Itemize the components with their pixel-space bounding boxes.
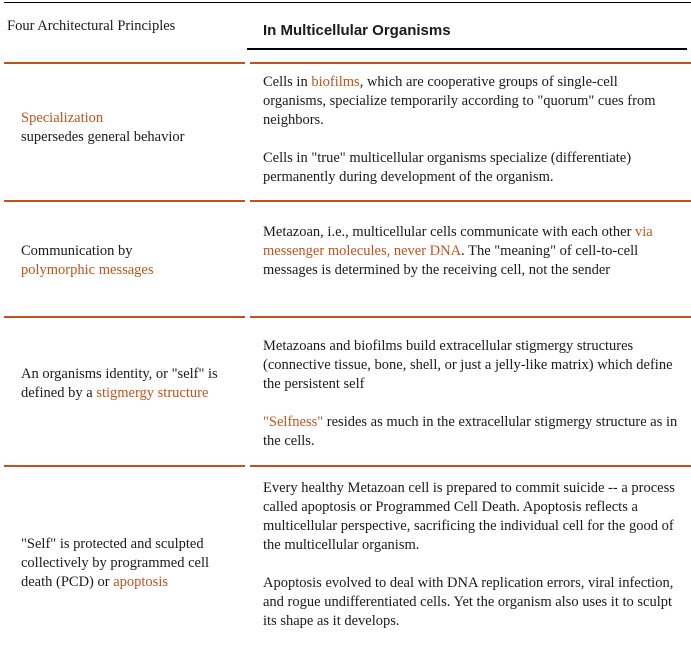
row-2-description [263, 223, 683, 280]
row-1-text: supersedes general behavior [21, 129, 185, 145]
row-4-paragraph-1: Every healthy Metazoan cell is prepared to commit suicide -- a process called apoptosis or Programmed Cell Death. Apoptosis reflects a multicellular perspective, sacrificing the individual cell for the good of the multicellular organism. [263, 480, 675, 553]
header-right: In Multicellular Organisms [263, 22, 451, 39]
row-1-link-biofilms: biofilms [311, 74, 360, 90]
header-left: Four Architectural Principles [7, 18, 176, 34]
row-1-highlight: Specialization [21, 110, 104, 126]
row-2-principle [21, 242, 243, 280]
row-4-text: "Self" is protected and sculpted collectively by programmed cell death (PCD) or [21, 536, 210, 590]
row-1-description [263, 73, 683, 187]
row-rule-left [4, 200, 245, 202]
row-rule-right [250, 62, 691, 64]
row-4-highlight: apoptosis [113, 574, 168, 590]
row-3-paragraph-2: "Selfness" resides as much in the extracellular stigmergy structure as in the cells. [263, 414, 678, 449]
row-4-principle [21, 535, 235, 592]
row-rule-right [250, 316, 691, 318]
row-3-link-selfness: "Selfness" [263, 414, 324, 430]
row-1-paragraph-1: Cells in biofilms, which are cooperative groups of single-cell organisms, specialize temporarily according to "quorum" cues from neighbors. [263, 74, 656, 128]
row-2-link-messengers: via messenger molecules, never DNA [263, 224, 653, 259]
row-2-highlight: polymorphic messages [21, 262, 154, 278]
row-2-text: Communication by [21, 243, 133, 259]
row-rule-right [250, 200, 691, 202]
row-1-principle [21, 109, 243, 147]
row-rule-right [250, 465, 691, 467]
row-rule-left [4, 62, 245, 64]
row-2-paragraph-1: Metazoan, i.e., multicellular cells communicate with each other via messenger molecules, never DNA. The "meaning" of cell-to-cell messages is determined by the receiving cell, not the sender [263, 224, 653, 278]
row-1-paragraph-2: Cells in "true" multicellular organisms specialize (differentiate) permanently during development of the organism. [263, 150, 632, 185]
row-3-description [263, 337, 683, 451]
row-rule-left [4, 316, 245, 318]
row-4-paragraph-2: Apoptosis evolved to deal with DNA replication errors, viral infection, and rogue undifferentiated cells. Yet the organism also uses it to sculpt its shape as it develops. [263, 575, 674, 629]
row-3-highlight: stigmergy structure [96, 385, 209, 401]
row-3-text: An organisms identity, or "self" is defined by a [21, 366, 218, 401]
row-3-paragraph-1: Metazoans and biofilms build extracellular stigmergy structures (connective tissue, bone, shell, or just a jelly-like matrix) which define the persistent self [263, 338, 673, 392]
row-rule-left [4, 465, 245, 467]
top-rule [4, 2, 691, 3]
header-rule [247, 48, 687, 50]
row-3-principle [21, 365, 233, 403]
row-4-description [263, 479, 683, 631]
